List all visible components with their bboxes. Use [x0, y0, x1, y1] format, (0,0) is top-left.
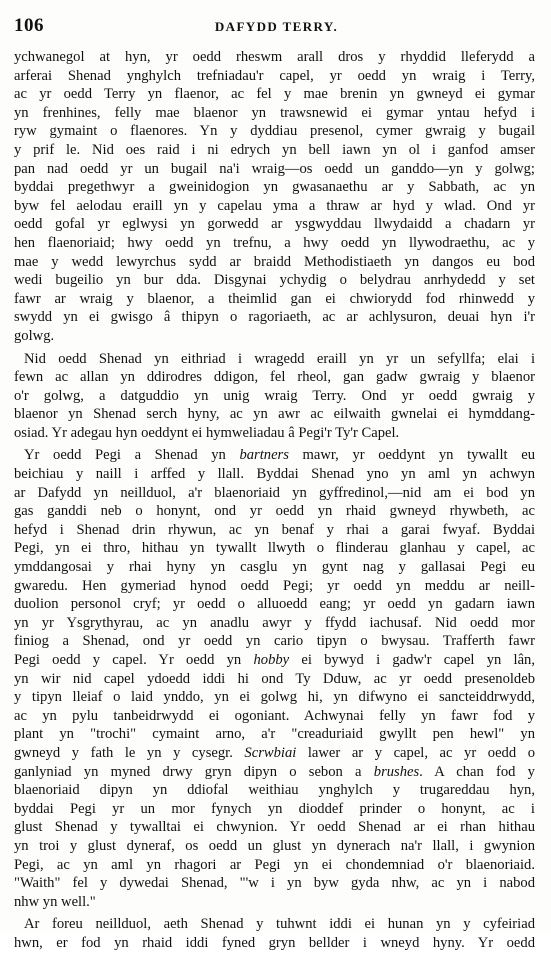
text-line: duolion personol cryf; yr oedd o alluoedd eang; yr oedd yn gadarn iawn [14, 596, 535, 613]
text-line: yn troi y glust dyneraf, os oedd un glust yn dynerach na'r llall, i gwynion [14, 837, 535, 854]
text-line: plant yn "trochi" cymaint arno, a'r "creaduriaid gwyllt pen hewl" yn [14, 726, 535, 743]
text-line: glust Shenad y tywalltai ei chwynion. Yr oedd Shenad ar ei rhan hithau [14, 819, 535, 836]
text-line: Nid oedd Shenad yn eithriad i wragedd eraill yn yr un sefyllfa; elai i [24, 350, 535, 367]
page-number: 106 [14, 15, 44, 36]
text-line: fewn ac allan yn ddirodres ddigon, fel rheol, gan gadw gwraig y blaenor [14, 369, 535, 386]
text-line: ymddangosai y rhai hyny yn casglu yn gynt nag y gallasai Pegi eu [14, 559, 535, 576]
body-text [14, 48, 535, 953]
paragraph [14, 350, 535, 443]
text-line: osiad. Yr adegau hyn oeddynt ei hymweliadau â Pegi'r Ty'r Capel. [14, 424, 400, 441]
text-line: y prif le. Nid oes raid i ni edrych yn bell iawn yn ol i ganfod amser [14, 141, 535, 158]
page-header [14, 14, 539, 38]
paragraph [14, 446, 535, 911]
text-line: gwaredu. Hen gymeriad hynod oedd Pegi; yr oedd yn meddu ar neill- [14, 577, 535, 594]
text-line: ac yr oedd Terry yn flaenor, ac fel y mae brenin yn gwneyd ei gymar [14, 86, 535, 103]
text-line: Pegi oedd y capel. Yr oedd yn hobby ei bywyd i gadw'r capel yn lân, [14, 652, 536, 668]
text-line: o'r golwg, a datguddio yn unig wraig Terry. Ond yr oedd gwraig y [14, 387, 535, 404]
text-line: ychwanegol at hyn, yr oedd rheswm arall dros y rhyddid lleferydd a [14, 49, 535, 65]
text-line: fawr ar wraig y blaenor, a theimlid gan ei chwiorydd fod rhinwedd y [14, 290, 535, 307]
text-line: "Waith" fel y dywedai Shenad, "'w i yn byw gyda nhw, ac yn i nabod [14, 875, 535, 892]
text-line: Pegi, ac yn aml yn rhagori ar Pegi yn ei chondemniad o'r blaenoriaid. [14, 856, 535, 873]
text-line: y tipyn lleiaf o laid ynddo, yn ei golwg hi, yn difwyno ei sancteiddrwydd, [14, 689, 535, 706]
text-line: finiog a Shenad, ond yr oedd yn cario tipyn o bwysau. Trafferth fawr [14, 633, 535, 650]
text-line: wedi bugeilio yn bur dda. Disgynai ychydig o belydrau anrhydedd y set [14, 272, 535, 289]
text-line: yn yr Ysgrythyrau, ac yn anadlu awyr y ffydd iachusaf. Nid oedd mor [14, 614, 535, 631]
text-line: blaenoriaid dipyn yn ddiofal weithiau ynghylch y trugareddau hyn, [14, 782, 535, 799]
text-line: yn wir nid capel ydoedd iddi hi ond Ty Dduw, ac yr oedd presenoldeb [14, 670, 535, 687]
text-line: gwneyd y fath le yn y cysegr. Scrwbiai lawer ar y capel, ac yr oedd o [14, 744, 535, 761]
text-line: oedd gofal yr eglwysi yn gorwedd ar ysgwyddau llwydaidd a chadarn yr [14, 216, 535, 233]
text-line: byw fel aelodau eraill yn y capelau yma a thraw ar hyd y wlad. Ond yr [14, 197, 535, 214]
text-line: arferai Shenad ynghylch trefniadau'r capel, yr oedd yn wraig i Terry, [14, 67, 535, 84]
text-line: Ar foreu neillduol, aeth Shenad y tuhwnt iddi ei hunan yn y cyfeiriad [24, 916, 535, 933]
text-line: byddai Pegi yr un mor fynych yn dioddef prinder o honynt, ac i [14, 800, 535, 817]
text-line: blaenor yn Shenad serch hyny, ac yn awr ac eilwaith gwnelai ei hymddang- [14, 406, 535, 423]
text-line: golwg. [14, 327, 55, 344]
text-line: gas ganddi neb o honynt, ond yr oedd yn rhaid gwneyd rhywbeth, ac [14, 503, 535, 520]
text-line: yn frenhines, felly mae blaenor yn trawsnewid ei gymar yntau hefyd i [14, 104, 535, 121]
text-line: byddai pregethwyr a gweinidogion yn gwasanaethu ar y Sabbath, ac yn [14, 179, 535, 196]
text-line: hwn, er fod yn rhaid iddi fyned gryn bellder i wneyd hyny. Yr oedd [14, 934, 535, 951]
text-line: ac yn pylu tanbeidrwydd ei ogoniant. Achwynai felly yn fawr fod y [14, 707, 535, 724]
running-title: DAFYDD TERRY. [214, 19, 339, 34]
paragraph [14, 48, 535, 346]
text-line: ganlyniad yn myned drwy gryn dipyn o sebon a brushes. A chan fod y [14, 763, 535, 780]
text-line: Pegi, yn ei thro, hithau yn tywallt llwyth o flinderau glanhau y capel, ac [14, 540, 535, 557]
text-line: mae y wedd lewyrchus sydd ar braidd Methodistiaeth yn dangos eu bod [14, 253, 535, 270]
text-line: ar Dafydd yn neillduol, a'r blaenoriaid yn gyffredinol,—nid am ei bod yn [14, 484, 535, 501]
text-line: nhw yn well." [14, 893, 96, 910]
paragraph [14, 915, 535, 952]
text-line: beichiau y naill i arffed y llall. Byddai Shenad yno yn aml yn achwyn [14, 466, 535, 483]
text-line: ryw gymaint o flaenores. Yn y dyddiau presenol, cymer gwraig y bugail [14, 123, 535, 140]
text-line: Yr oedd Pegi a Shenad yn bartners mawr, yr oeddynt yn tywallt eu [24, 447, 535, 464]
text-line: hefyd i Shenad drin rhywun, ac yn benaf y rhai a garai fwyaf. Byddai [14, 521, 535, 538]
text-line: hen flaenoriaid; hwy oedd yn trefnu, a hwy oedd yn llywodraethu, ac y [14, 234, 535, 251]
text-line: swydd yn ei gwisgo â thipyn o ragoriaeth, ac ar achlysuron, deuai hyn i'r [14, 309, 535, 326]
text-line: pan nad oedd yr un bugail na'i wraig—os oedd un ganddo—yn y golwg; [14, 160, 535, 177]
